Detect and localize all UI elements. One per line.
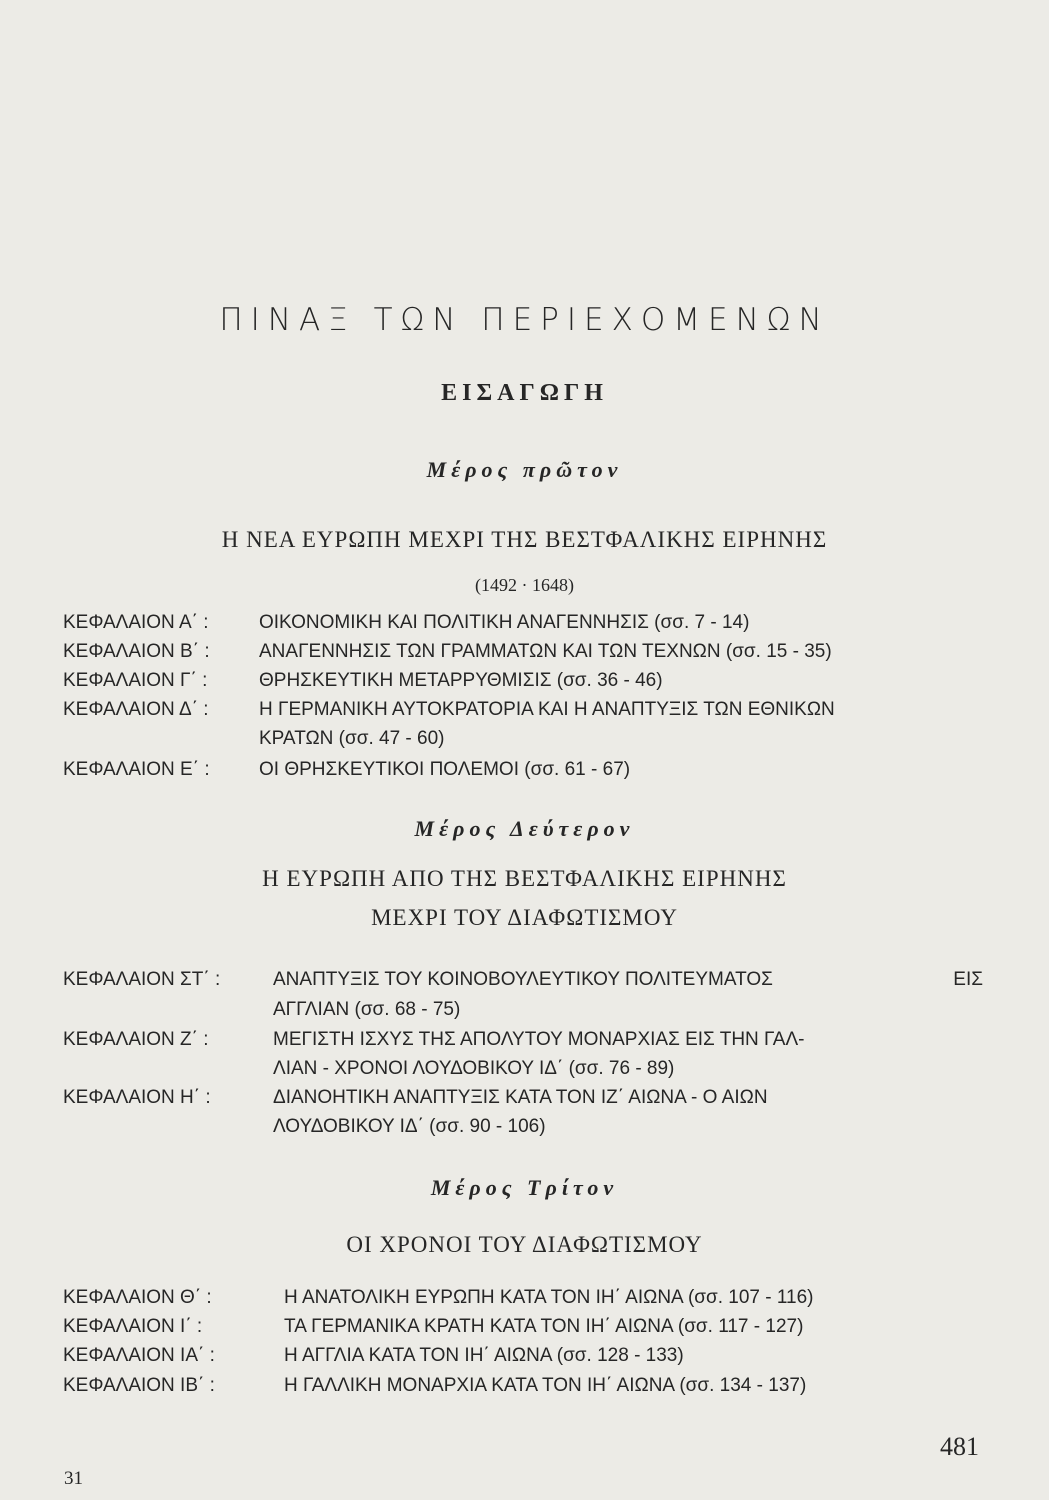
chapter-label: ΚΕΦΑΛΑΙΟΝ ΙΒ΄ : [63,1375,215,1396]
part-1-section-title: Η ΝΕΑ ΕΥΡΩΠΗ ΜΕΧΡΙ ΤΗΣ ΒΕΣΤΦΑΛΙΚΗΣ ΕΙΡΗΝΗΣ [221,527,828,552]
chapter-title: ΟΙΚΟΝΟΜΙΚΗ ΚΑΙ ΠΟΛΙΤΙΚΗ ΑΝΑΓΕΝΝΗΣΙΣ (σσ. 7 - 14) [259,612,750,633]
chapter-title: Η ΓΑΛΛΙΚΗ ΜΟΝΑΡΧΙΑ ΚΑΤΑ ΤΟΝ ΙΗ΄ ΑΙΩΝΑ (σσ. 134 - 137) [284,1375,807,1396]
chapter-label: ΚΕΦΑΛΑΙΟΝ ΙΑ΄ : [63,1345,215,1366]
introduction-heading: ΕΙΣΑΓΩΓΗ [441,380,608,406]
chapter-title: ΤΑ ΓΕΡΜΑΝΙΚΑ ΚΡΑΤΗ ΚΑΤΑ ΤΟΝ ΙΗ΄ ΑΙΩΝΑ (σσ. 117 - 127) [284,1316,804,1337]
chapter-title: ΑΝΑΠΤΥΞΙΣ ΤΟΥ ΚΟΙΝΟΒΟΥΛΕΥΤΙΚΟΥ ΠΟΛΙΤΕΥΜΑΤΟΣ [273,969,773,990]
signature-mark: 31 [64,1468,83,1489]
chapter-title-continuation: ΚΡΑΤΩΝ (σσ. 47 - 60) [259,728,445,749]
part-3-section-title: ΟΙ ΧΡΟΝΟΙ ΤΟΥ ΔΙΑΦΩΤΙΣΜΟΥ [346,1232,703,1257]
chapter-label: ΚΕΦΑΛΑΙΟΝ Β΄ : [63,641,210,662]
show-through-texture [70,140,982,310]
part-2-heading: Μέρος Δεύτερον [414,816,635,841]
chapter-label: ΚΕΦΑΛΑΙΟΝ Ζ΄ : [63,1029,209,1050]
page-number: 481 [940,1432,979,1461]
part-3-heading: Μέρος Τρίτον [430,1175,619,1200]
part-2-section-title-line2: ΜΕΧΡΙ ΤΟΥ ΔΙΑΦΩΤΙΣΜΟΥ [371,905,678,930]
chapter-title: Η ΑΓΓΛΙΑ ΚΑΤΑ ΤΟΝ ΙΗ΄ ΑΙΩΝΑ (σσ. 128 - 133) [284,1345,684,1366]
chapter-title-continuation: ΑΓΓΛΙΑΝ (σσ. 68 - 75) [273,999,461,1020]
chapter-title-continuation: ΛΟΥΔΟΒΙΚΟΥ ΙΔ΄ (σσ. 90 - 106) [273,1116,546,1137]
part-2-section-title-line1: Η ΕΥΡΩΠΗ ΑΠΟ ΤΗΣ ΒΕΣΤΦΑΛΙΚΗΣ ΕΙΡΗΝΗΣ [262,866,787,891]
chapter-title: Η ΑΝΑΤΟΛΙΚΗ ΕΥΡΩΠΗ ΚΑΤΑ ΤΟΝ ΙΗ΄ ΑΙΩΝΑ (σσ. 107 - 116) [284,1287,814,1308]
chapter-title: Η ΓΕΡΜΑΝΙΚΗ ΑΥΤΟΚΡΑΤΟΡΙΑ ΚΑΙ Η ΑΝΑΠΤΥΞΙΣ ΤΩΝ ΕΘΝΙΚΩΝ [259,699,835,720]
chapter-title: ΟΙ ΘΡΗΣΚΕΥΤΙΚΟΙ ΠΟΛΕΜΟΙ (σσ. 61 - 67) [259,759,631,780]
chapter-title: ΜΕΓΙΣΤΗ ΙΣΧΥΣ ΤΗΣ ΑΠΟΛΥΤΟΥ ΜΟΝΑΡΧΙΑΣ ΕΙΣ ΤΗΝ ΓΑΛ- [273,1029,805,1050]
chapter-label: ΚΕΦΑΛΑΙΟΝ ΣΤ΄ : [63,969,221,990]
chapter-label: ΚΕΦΑΛΑΙΟΝ Δ΄ : [63,699,209,720]
part-1-years: (1492 · 1648) [475,575,574,595]
chapter-label: ΚΕΦΑΛΑΙΟΝ Ε΄ : [63,759,210,780]
chapter-label: ΚΕΦΑΛΑΙΟΝ Η΄ : [63,1087,211,1108]
chapter-label: ΚΕΦΑΛΑΙΟΝ Θ΄ : [63,1287,212,1308]
chapter-title: ΘΡΗΣΚΕΥΤΙΚΗ ΜΕΤΑΡΡΥΘΜΙΣΙΣ (σσ. 36 - 46) [259,670,663,691]
part-1-heading: Μέρος πρῶτον [426,457,623,482]
chapter-title: ΑΝΑΓΕΝΝΗΣΙΣ ΤΩΝ ΓΡΑΜΜΑΤΩΝ ΚΑΙ ΤΩΝ ΤΕΧΝΩΝ (σσ. 15 - 35) [259,641,832,662]
chapter-label: ΚΕΦΑΛΑΙΟΝ Α΄ : [63,612,209,633]
chapter-title-continuation: ΛΙΑΝ - ΧΡΟΝΟΙ ΛΟΥΔΟΒΙΚΟΥ ΙΔ΄ (σσ. 76 - 89) [273,1058,675,1079]
chapter-label: ΚΕΦΑΛΑΙΟΝ Γ΄ : [63,670,208,691]
page-title: ΠΙΝΑΞ ΤΩΝ ΠΕΡΙΕΧΟΜΕΝΩΝ [219,302,830,338]
chapter-label: ΚΕΦΑΛΑΙΟΝ Ι΄ : [63,1316,203,1337]
chapter-title: ΔΙΑΝΟΗΤΙΚΗ ΑΝΑΠΤΥΞΙΣ ΚΑΤΑ ΤΟΝ ΙΖ΄ ΑΙΩΝΑ - Ο ΑΙΩΝ [273,1087,768,1108]
chapter-title-end: ΕΙΣ [953,969,983,990]
